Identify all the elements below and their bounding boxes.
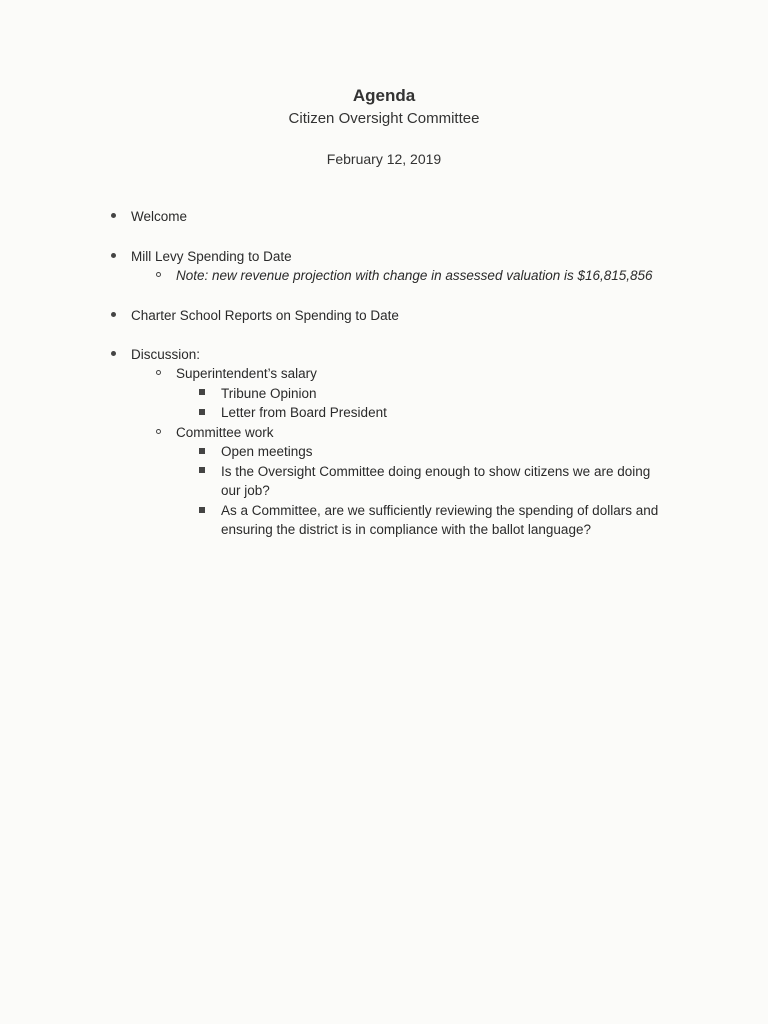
mill-levy-note: Note: new revenue projection with change in assessed valuation is $16,815,856 — [176, 268, 653, 283]
bullet-disc-icon — [111, 253, 116, 258]
page-title: Agenda — [352, 86, 416, 105]
bullet-disc-icon — [111, 213, 116, 218]
committee-oversight-line2: our job? — [221, 483, 270, 498]
agenda-item-mill-levy: Mill Levy Spending to Date — [131, 249, 292, 264]
bullet-circle-icon — [156, 272, 161, 277]
agenda-item-discussion: Discussion: — [131, 347, 201, 362]
bullet-square-icon — [199, 467, 205, 473]
bullet-circle-icon — [156, 370, 161, 375]
page-subtitle: Citizen Oversight Committee — [288, 110, 480, 127]
bullet-disc-icon — [111, 312, 116, 317]
meeting-date: February 12, 2019 — [326, 151, 442, 167]
bullet-square-icon — [199, 409, 205, 415]
bullet-square-icon — [199, 389, 205, 395]
bullet-square-icon — [199, 507, 205, 513]
superintendent-letter: Letter from Board President — [221, 405, 387, 420]
discussion-committee-work: Committee work — [176, 425, 274, 440]
committee-oversight-line1: Is the Oversight Committee doing enough to show citizens we are doing — [221, 464, 651, 479]
bullet-disc-icon — [111, 351, 116, 356]
bullet-circle-icon — [156, 429, 161, 434]
superintendent-tribune: Tribune Opinion — [221, 386, 317, 401]
bullet-square-icon — [199, 448, 205, 454]
discussion-superintendent: Superintendent’s salary — [176, 366, 317, 381]
committee-review-line1: As a Committee, are we sufficiently reviewing the spending of dollars and — [221, 503, 659, 518]
committee-open-meetings: Open meetings — [221, 444, 313, 459]
agenda-item-charter: Charter School Reports on Spending to Date — [131, 308, 399, 323]
agenda-item-welcome: Welcome — [131, 209, 188, 224]
committee-review-line2: ensuring the district is in compliance with the ballot language? — [221, 522, 591, 537]
